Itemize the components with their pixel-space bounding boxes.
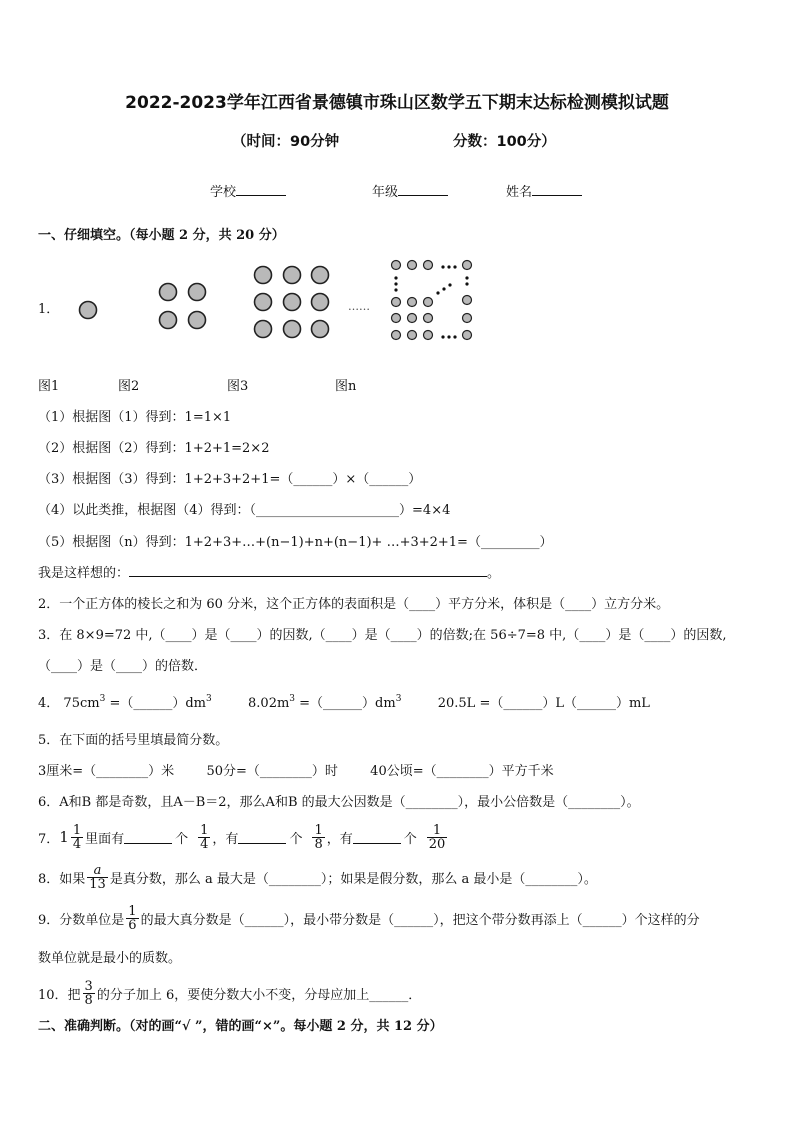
q10-post: 的分子加上 6，要使分数大小不变，分母应加上______． (96, 987, 422, 1003)
q1-line-3: （3）根据图（3）得到：1+2+3+2+1=（______）×（______） (38, 472, 422, 487)
fig3-dots (255, 267, 329, 338)
q10-f-num: 3 (84, 978, 93, 994)
school-label: 学校 (210, 185, 237, 200)
q9-line-1 (38, 901, 700, 935)
q7-number: 7． (38, 831, 60, 847)
q7-text-3: ，有 (212, 831, 239, 847)
q7-f3-den: 8 (314, 836, 323, 852)
q4-a-value: 75cm (63, 696, 100, 711)
q7-text-2: 个 (175, 831, 189, 847)
q4-b-value: 8.02m (248, 696, 290, 711)
q1-line-1: （1）根据图（1）得到：1=1×1 (38, 410, 232, 425)
grade-label: 年级 (372, 185, 399, 200)
q3-line-2: （____）是（____）的倍数． (38, 659, 208, 674)
q8-pre: 8．如果 (38, 871, 86, 887)
q7-f4-num: 1 (432, 822, 442, 838)
q1-line-4: （4）以此类推，根据图（4）得到：（______________________）=4×4 (38, 503, 451, 518)
q7-f2-num: 1 (200, 822, 209, 838)
time-label: （时间：90分钟 (232, 134, 340, 150)
grade-blank[interactable] (398, 182, 448, 196)
q10-pre: 10．把 (38, 987, 81, 1003)
q7-f2-den: 4 (200, 836, 209, 852)
q7-whole: 1 (59, 828, 69, 846)
q1-dot-figures (60, 255, 500, 350)
q2-line: 2．一个正方体的棱长之和为 60 分米，这个正方体的表面积是（____）平方分米，体积是（____）立方分米。 (38, 597, 670, 612)
q7-text-6: 个 (403, 831, 417, 847)
q8-f-den: 13 (89, 876, 106, 892)
fig1-dot (80, 302, 97, 319)
q7-f1-den: 4 (72, 836, 82, 852)
q10-line (38, 976, 421, 1010)
school-blank[interactable] (236, 182, 286, 196)
q4-b-exp: 3 (289, 694, 296, 704)
q7-line (38, 820, 449, 854)
q7-f4-den: 20 (428, 836, 446, 852)
fign-dots (392, 261, 472, 340)
q1-think-line (38, 562, 500, 581)
q1-think-end: 。 (487, 566, 501, 581)
q9-pre: 9．分数单位是 (38, 912, 125, 928)
q8-f-num: a (93, 862, 102, 878)
q5-line: 5．在下面的括号里填最简分数。 (38, 733, 229, 748)
q5-item-1: 3厘米=（________）米 (38, 764, 175, 779)
q9-line-2: 数单位就是最小的质数。 (38, 951, 182, 966)
fig2-dots (160, 284, 206, 329)
q1-ellipsis: …… (348, 300, 370, 313)
score-label: 分数：100分） (453, 134, 556, 150)
q1-line-2: （2）根据图（2）得到：1+2+1=2×2 (38, 441, 270, 456)
section-2-heading: 二、准确判断。（对的画“√ ”，错的画“×”。每小题 2 分，共 12 分） (38, 1019, 443, 1034)
page-title: 2022-2023学年江西省景德镇市珠山区数学五下期末达标检测模拟试题 (125, 93, 669, 113)
q9-f-num: 1 (128, 903, 137, 919)
q7-text-1: 里面有 (85, 831, 125, 847)
q1-number: 1． (38, 302, 60, 317)
q6-line: 6．A和B 都是奇数，且A－B＝2，那么A和B 的最大公因数是（________），最小公倍数是（________）。 (38, 795, 640, 810)
q3-line-1: 3．在 8×9=72 中,（____）是（____）的因数,（____）是（____）的倍数;在 56÷7=8 中,（____）是（____）的因数, (38, 628, 727, 643)
q5-items (38, 760, 554, 779)
q9-f-den: 6 (128, 917, 137, 933)
fig-label-2: 图2 (118, 379, 140, 394)
q4-b-exp2: 3 (395, 694, 402, 704)
fig-label-1: 图1 (38, 379, 60, 394)
q1-think-label: 我是这样想的： (38, 566, 130, 581)
q10-f-den: 8 (84, 992, 93, 1008)
name-label: 姓名 (506, 185, 533, 200)
q7-f3-num: 1 (314, 822, 323, 838)
q9-post: 的最大真分数是（______），最小带分数是（______），把这个带分数再添上（______）个这样的分 (140, 912, 700, 928)
grade-field (372, 181, 448, 200)
q7-mixed-number (59, 824, 85, 851)
q4-b-blank: =（______）dm (295, 696, 396, 711)
q7-text-5: ，有 (326, 831, 353, 847)
q1-think-blank[interactable] (129, 563, 487, 577)
name-field (506, 181, 582, 200)
q4-line (38, 692, 650, 711)
q4-a-exp2: 3 (206, 694, 212, 704)
q7-blank-1[interactable] (124, 830, 172, 844)
q4-number: 4． (38, 696, 60, 711)
q7-f1-num: 1 (72, 822, 82, 838)
section-1-heading: 一、仔细填空。（每小题 2 分，共 20 分） (38, 228, 285, 243)
q8-post: 是真分数，那么 a 最大是（________）；如果是假分数，那么 a 最小是（________）。 (109, 871, 597, 887)
q4-c: 20.5L =（______）L（______）mL (437, 696, 650, 711)
q4-a-exp: 3 (99, 694, 106, 704)
name-blank[interactable] (532, 182, 582, 196)
q7-blank-2[interactable] (238, 830, 286, 844)
fig-label-3: 图3 (227, 379, 249, 394)
q7-blank-3[interactable] (353, 830, 401, 844)
school-field (210, 181, 286, 200)
q5-item-2: 50分=（________）时 (206, 764, 338, 779)
q5-item-3: 40公顷=（________）平方千米 (370, 764, 554, 779)
fig-label-n: 图n (335, 379, 357, 394)
q8-line (38, 860, 597, 894)
q7-text-4: 个 (289, 831, 303, 847)
q1-line-5: （5）根据图（n）得到：1+2+3+…+(n−1)+n+(n−1)+ …+3+2+1=（_________） (38, 535, 553, 550)
q4-a-blank: =（______）dm (105, 696, 206, 711)
